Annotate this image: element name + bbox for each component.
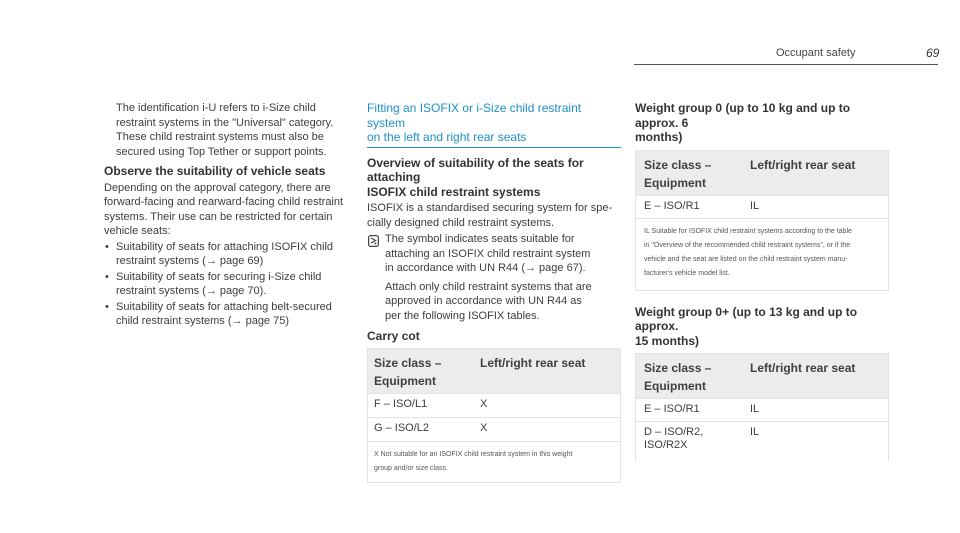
symbol-note xyxy=(367,232,621,323)
table-row xyxy=(368,417,620,441)
body-paragraph xyxy=(104,181,344,239)
text-line: Attach only child restraint systems that are xyxy=(385,280,592,293)
header-size-class xyxy=(644,156,711,192)
text-line: forward-facing and rearward-facing child restraint xyxy=(104,196,344,208)
title-rule xyxy=(367,147,621,148)
header-size-class xyxy=(374,354,441,390)
table-row xyxy=(636,195,888,218)
header-seat: Left/right rear seat xyxy=(480,355,586,370)
intro-paragraph xyxy=(104,101,344,159)
text-line: restraint systems in the "Universal" category. xyxy=(116,116,334,129)
footnote-line: group and/or size class. xyxy=(374,464,448,472)
text-line: per the following ISOFIX tables. xyxy=(385,309,540,322)
table-row xyxy=(636,421,888,461)
header-line: Equipment xyxy=(374,373,436,388)
text-line: systems. Their use can be restricted for certain xyxy=(104,210,333,223)
header-size-class xyxy=(644,359,711,395)
header-line: Size class – xyxy=(644,157,712,172)
title-line: on the left and right rear seats xyxy=(367,130,527,144)
footnote-line: facturer's vehicle model list. xyxy=(644,269,730,277)
title-line: Fitting an ISOFIX or i-Size child restraint system xyxy=(367,101,582,130)
title-line: Weight group 0+ (up to 13 kg and up to approx. xyxy=(635,304,858,333)
list-item xyxy=(104,300,344,329)
header-rule xyxy=(634,64,938,65)
table-header xyxy=(636,151,888,195)
table-title: Carry cot xyxy=(367,329,420,343)
title-line: 15 months) xyxy=(635,333,700,348)
column-3 xyxy=(635,101,895,461)
header-seat: Left/right rear seat xyxy=(750,157,856,172)
bullet-list xyxy=(104,240,344,329)
title-line: Weight group 0 (up to 10 kg and up to approx. 6 xyxy=(635,101,851,130)
header-seat: Left/right rear seat xyxy=(750,361,856,375)
page-link[interactable]: restraint systems (→ page 70). xyxy=(116,285,267,297)
section-heading: Observe the suitability of vehicle seats xyxy=(104,164,326,178)
table-cell: X xyxy=(480,421,488,434)
table-row xyxy=(636,398,888,421)
header-line: Equipment xyxy=(644,175,706,190)
text-line: The identification i-U refers to i-Size child xyxy=(116,102,316,114)
text-line: The symbol indicates seats suitable for xyxy=(385,233,575,245)
footnote-line: vehicle and the seat are listed on the child restraint system manu- xyxy=(644,255,848,263)
note-paragraph xyxy=(385,280,621,324)
text-line: • Suitability of seats for securing i-Size child xyxy=(116,270,322,283)
section-title xyxy=(367,101,621,145)
subheading xyxy=(367,156,621,200)
title-line: months) xyxy=(635,130,683,144)
table-cell: E – ISO/R1 xyxy=(644,403,700,415)
header-line: Size class – xyxy=(374,355,442,370)
text-line: • Suitability of seats for attaching ISOFIX child xyxy=(116,240,334,253)
section-title: Occupant safety xyxy=(776,47,856,59)
table-header xyxy=(636,354,888,398)
column-1 xyxy=(104,101,344,329)
running-header xyxy=(776,47,938,63)
table-cell: IL xyxy=(750,426,760,438)
text-line: • Suitability of seats for attaching belt-secured xyxy=(116,300,332,313)
text-line: vehicle seats: xyxy=(104,225,171,237)
text-line: These child restraint systems must also be xyxy=(116,131,324,143)
text-line: cially designed child restraint systems. xyxy=(367,216,555,229)
table-cell: E – ISO/R1 xyxy=(644,199,700,212)
text-line: Depending on the approval category, there are xyxy=(104,181,331,194)
footnote-line: in "Overview of the recommended child restraint systems", or if the xyxy=(644,241,851,249)
footnote-line: IL Suitable for ISOFIX child restraint systems according to the table xyxy=(644,227,852,235)
table-cell: IL xyxy=(750,199,760,212)
text-line: secured using Top Tether or support points. xyxy=(116,145,327,158)
carry-cot-table xyxy=(367,348,621,483)
page-link[interactable]: child restraint systems (→ page 75) xyxy=(116,315,290,327)
table-cell: G – ISO/L2 xyxy=(374,421,430,434)
table-title xyxy=(635,101,895,145)
subheading-line: ISOFIX child restraint systems xyxy=(367,184,541,199)
table-title xyxy=(635,305,895,349)
table-row xyxy=(368,393,620,417)
list-item xyxy=(104,270,344,299)
table-cell: IL xyxy=(750,403,760,415)
page-number: 69 xyxy=(926,46,940,60)
table-cell: F – ISO/L1 xyxy=(374,397,428,410)
list-item xyxy=(104,240,344,269)
text-line: approved in accordance with UN R44 as xyxy=(385,295,582,307)
table-footnote xyxy=(368,441,620,482)
weight-group-0-table xyxy=(635,150,889,291)
column-2 xyxy=(367,101,621,483)
header-line: Equipment xyxy=(644,379,706,393)
table-cell: D – ISO/R2, ISO/R2X xyxy=(644,426,704,451)
text-line: attaching an ISOFIX child restraint system xyxy=(385,247,591,260)
weight-group-0plus-table xyxy=(635,353,889,461)
page-link[interactable]: restraint systems (→ page 69) xyxy=(116,255,264,267)
footnote-line: X Not suitable for an ISOFIX child restraint system in this weight xyxy=(374,450,573,458)
table-header xyxy=(368,349,620,393)
page-link[interactable]: in accordance with UN R44 (→ page 67). xyxy=(385,262,586,274)
table-cell: X xyxy=(480,397,488,410)
isofix-symbol-icon xyxy=(368,234,379,252)
header-line: Size class – xyxy=(644,361,712,375)
subheading-line: Overview of suitability of the seats for attaching xyxy=(367,155,584,184)
table-footnote xyxy=(636,218,888,290)
body-paragraph xyxy=(367,201,621,230)
text-line: ISOFIX is a standardised securing system for spe- xyxy=(367,202,613,214)
